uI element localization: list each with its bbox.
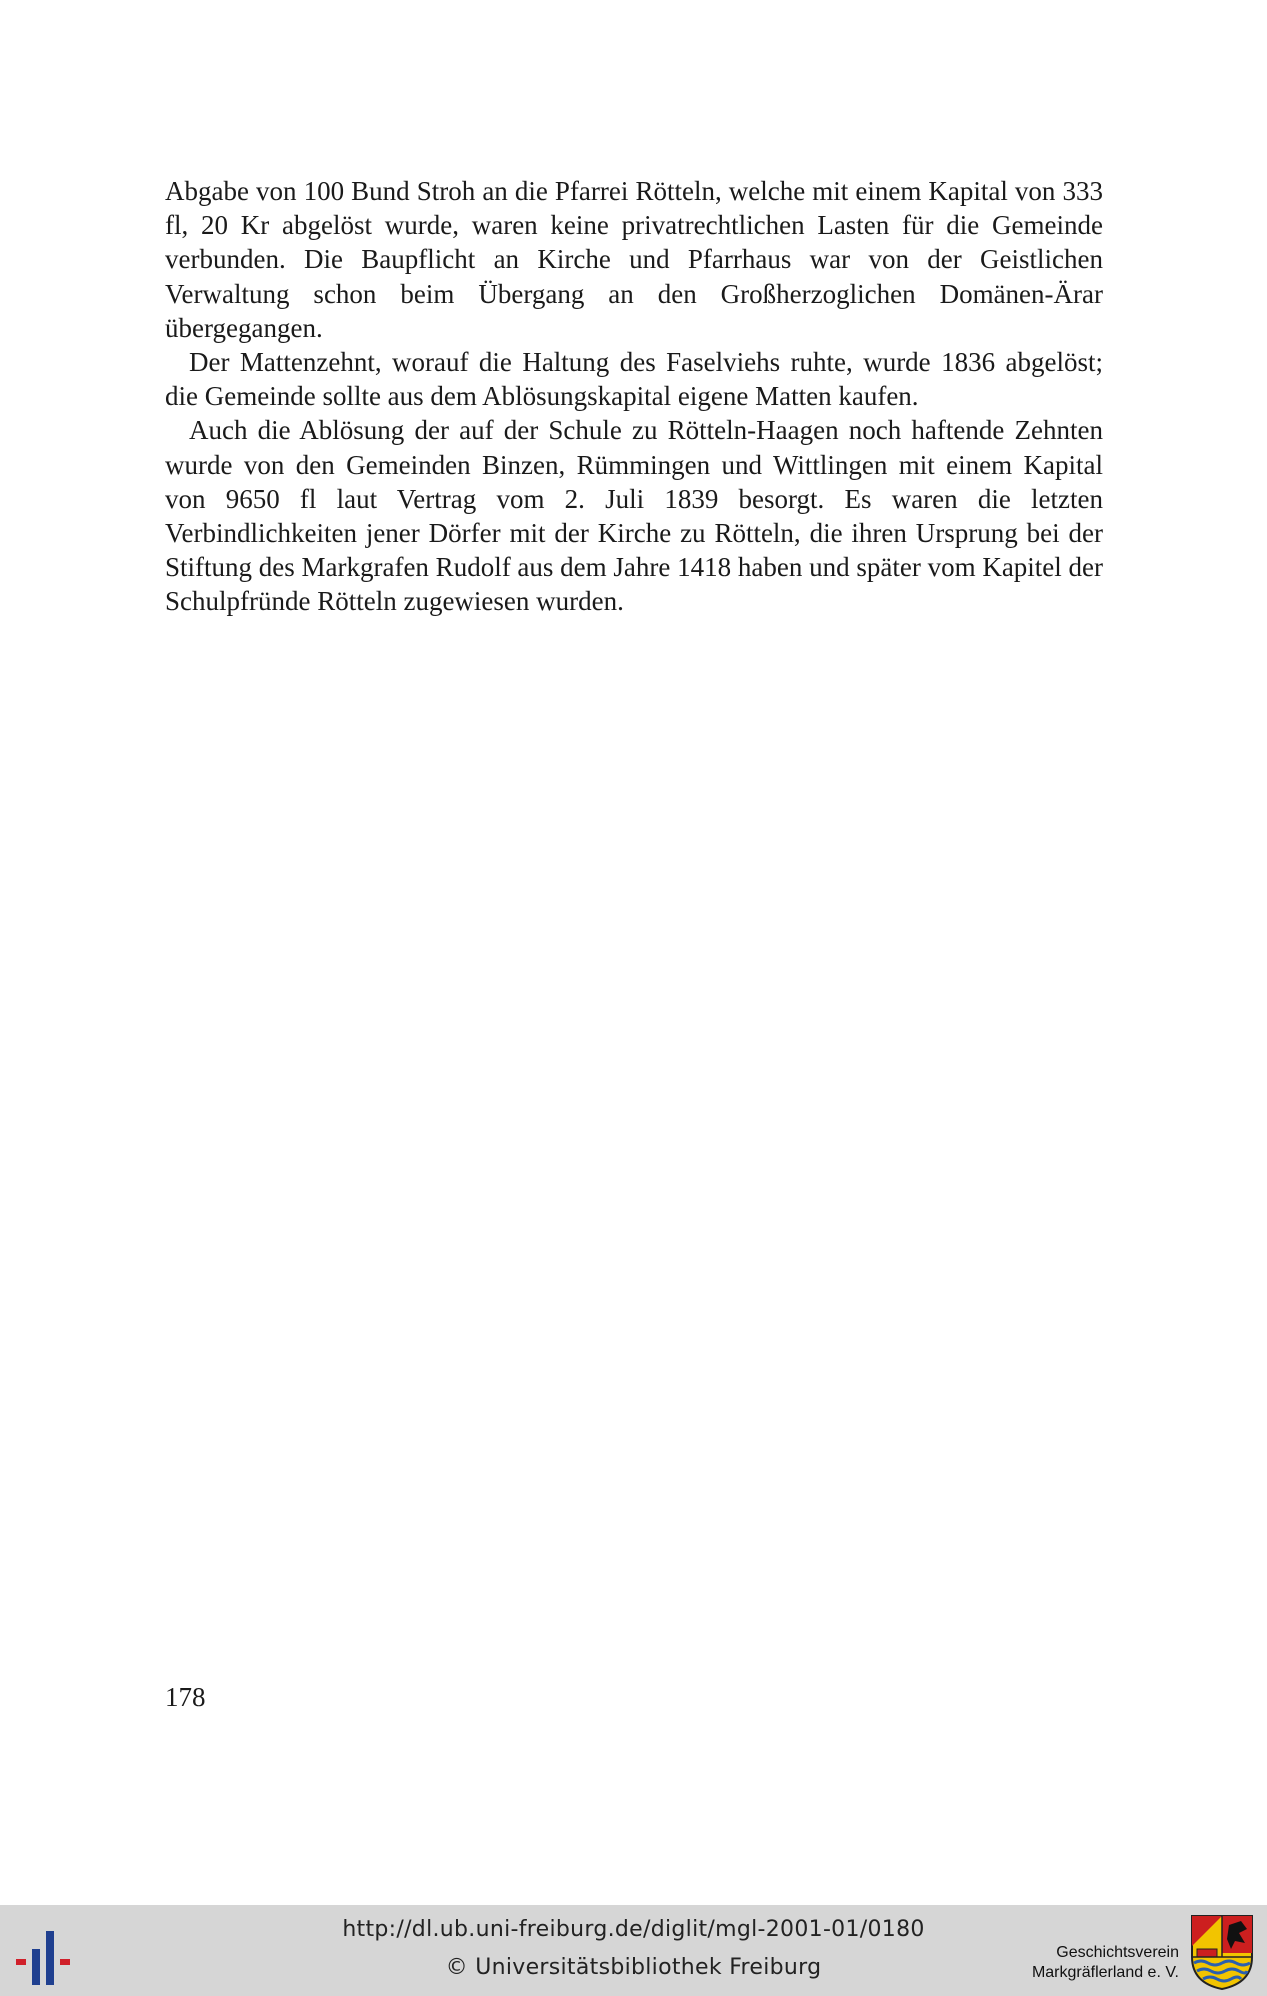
paragraph-2: Der Mattenzehnt, worauf die Haltung des Faselviehs ruhte, wurde 1836 abgelöst; die Gemeinde sollte aus dem Ablösungskapital eigene Matten kaufen. (165, 347, 1103, 412)
paragraph-3: Auch die Ablösung der auf der Schule zu Rötteln-Haagen noch haftende Zehnten wurde von den Gemeinden Binzen, Rümmingen und Wittlingen mit einem Kapital von 9650 fl laut Vertrag vom 2. Juli 1839 besorgt. Es waren die letzten Verbindlichkeiten jener Dörfer mit der Kirche zu Rötteln, die ihren Ursprung bei der Stiftung des Markgrafen Rudolf aus dem Jahre 1418 haben und später vom Kapitel der Schulpfründe Rötteln zugewiesen wurden. (165, 415, 1104, 617)
society-name (1032, 1943, 1179, 1983)
society-name-line-2: Markgräflerland e. V. (1031, 1964, 1179, 1981)
footer-bar (0, 1905, 1267, 1996)
copyright-notice: © Universitätsbibliothek Freiburg (445, 1955, 822, 1980)
permalink-url[interactable]: http://dl.ub.uni-freiburg.de/diglit/mgl-2001-01/0180 (342, 1917, 925, 1942)
markgraeflerland-crest-icon (1189, 1913, 1255, 1991)
society-name-line-1: Geschichtsverein (1056, 1944, 1179, 1961)
paragraph-1: Abgabe von 100 Bund Stroh an die Pfarrei Rötteln, welche mit einem Kapital von 333 fl, 20 Kr abgelöst wurde, waren keine privatrechtlichen Lasten für die Gemeinde verbunden. Die Baupflicht an Kirche und Pfarrhaus war von der Geistlichen Verwaltung schon beim Übergang an den Großherzoglichen Domänen-Ärar übergegangen. (165, 176, 1103, 343)
page-number: 178 (165, 1682, 206, 1712)
page-body-text (165, 174, 1103, 619)
